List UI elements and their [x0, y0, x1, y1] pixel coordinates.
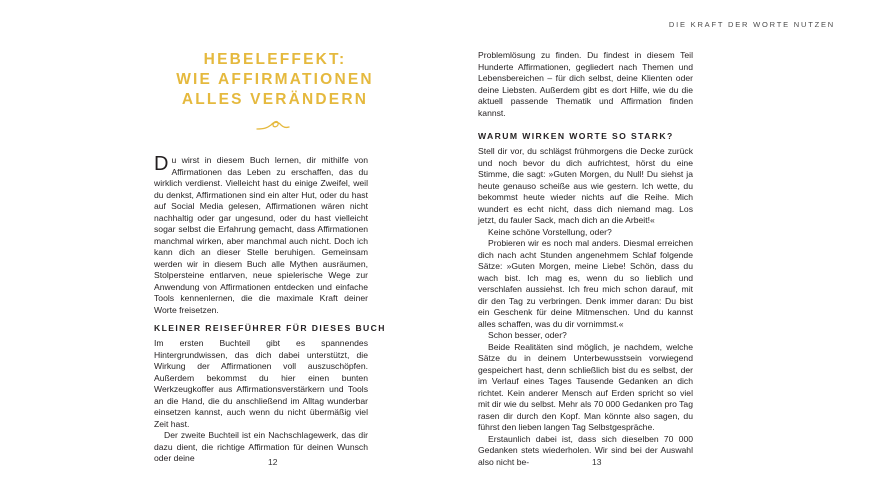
paragraph: Erstaunlich dabei ist, dass sich dieselben 70 000 Gedanken stets wiederholen. Wir sind bei der Auswahl also nicht be- [478, 433, 693, 467]
paragraph: Beide Realitäten sind möglich, je nachdem, welche Sätze du in deinem Unterbewusstsein vorwiegend gespeichert hast, denn schließlich bist du es selbst, der im Verlauf eines Tages Tausende Gedanken an dich richtet. Kein anderer Mensch auf Erden spricht so viel mit dir wie du selbst. Mehr als 70 000 Gedanken pro Tag rasen dir durch den Kopf. Man könnte also sagen, du führst den lieben langen Tag Selbstgespräche. [478, 341, 693, 432]
paragraph: Probieren wir es noch mal anders. Diesmal erreichen dich nach acht Stunden angenehmem Schlaf folgende Sätze: »Guten Morgen, meine Liebe! Schön, dass du wach bist. Ich mag es, wenn du so lieblich und verschlafen aussiehst. Ich freu mich schon darauf, mit dir den Tag zu verbringen. Denk immer daran: Du bist ein Geschenk für deine Mitmenschen. Und du kannst alles schaffen, was du dir vornimmst.« [478, 238, 693, 329]
section-heading-reisefuehrer: KLEINER REISEFÜHRER FÜR DIESES BUCH [154, 323, 386, 333]
page-number-left: 12 [268, 457, 278, 467]
swirl-ornament-icon [256, 118, 290, 134]
right-page [435, 0, 870, 489]
intro-block [154, 155, 368, 316]
chapter-title [130, 50, 420, 110]
chapter-title-line-1: HEBELEFFEKT: [203, 51, 347, 68]
intro-text: u wirst in diesem Buch lernen, dir mithilfe von Affirmationen das Leben zu erschaffen, das du wirklich verdienst. Vielleicht hast du einige Zweifel, weil du denkst, Affirmationen sind ein alter Hut, oder du hast auf Social Media gelesen, Affirmationen wären nicht nachhaltig oder gar ungesund, oder du hast vielleicht sogar selbst die Erfahrung gemacht, dass Affirmationen manchmal wirken, aber manchmal auch nicht. Doch ich kann dich an dieser Stelle beruhigen. Gemeinsam werden wir in diesem Buch alle Mythen ausräumen, Stolpersteine entlarven, neue spielerische Wege zur Anwendung von Affirmationen entdecken und einfache Tools kennenlernen, die die maximale Kraft deiner Worte freisetzen. [154, 155, 368, 315]
page-number-right: 13 [592, 457, 602, 467]
paragraph: Keine schöne Vorstellung, oder? [488, 226, 612, 237]
chapter-title-line-2: WIE AFFIRMATIONEN [176, 71, 374, 88]
paragraph: Schon besser, oder? [488, 330, 567, 340]
paragraph: Stell dir vor, du schlägst frühmorgens die Decke zurück und noch bevor du dich aufrichtest, hörst du eine Stimme, die sagt: »Guten Morgen, du Null! Du siehst ja heute genauso scheiße aus wie gestern. Ich wette, du bekommst heute wieder nichts auf die Reihe. Mich wundert es echt nicht, dass dich niemand mag. Los jetzt, du fauler Sack, mach dich an die Arbeit!« [478, 146, 693, 225]
reisefuehrer-body [154, 338, 368, 465]
section-heading-warum: WARUM WIRKEN WORTE SO STARK? [478, 131, 674, 141]
drop-cap: D [154, 153, 169, 175]
paragraph: Problemlösung zu finden. Du findest in diesem Teil Hunderte Affirmationen, gegliedert nach Themen und Lebensbereichen – für dich selbst, deine Klienten oder deine Liebsten. Außerdem gibt es dort Hilfe, wie du die aktuell passende Thematik und Affirmation finden kannst. [478, 50, 693, 118]
chapter-title-line-3: ALLES VERÄNDERN [181, 91, 369, 108]
running-head: DIE KRAFT DER WORTE NUTZEN [668, 20, 835, 29]
paragraph: Der zweite Buchteil ist ein Nachschlagewerk, das dir dazu dient, die richtige Affirmation für deinen Wunsch oder deine [154, 430, 368, 463]
continuation-block [478, 50, 693, 119]
paragraph: Im ersten Buchteil gibt es spannendes Hintergrundwissen, das dich dabei unterstützt, die Wirkung der Affirmationen voll auszuschöpfen. Außerdem bekommst du hier einen bunten Werkzeugkoffer aus Affirmationsverstärkern und Tools an die Hand, die du anschließend im Alltag wunderbar einsetzen kannst, auch wenn du nicht übermäßig viel Zeit hast. [154, 338, 368, 429]
warum-body [478, 146, 693, 468]
